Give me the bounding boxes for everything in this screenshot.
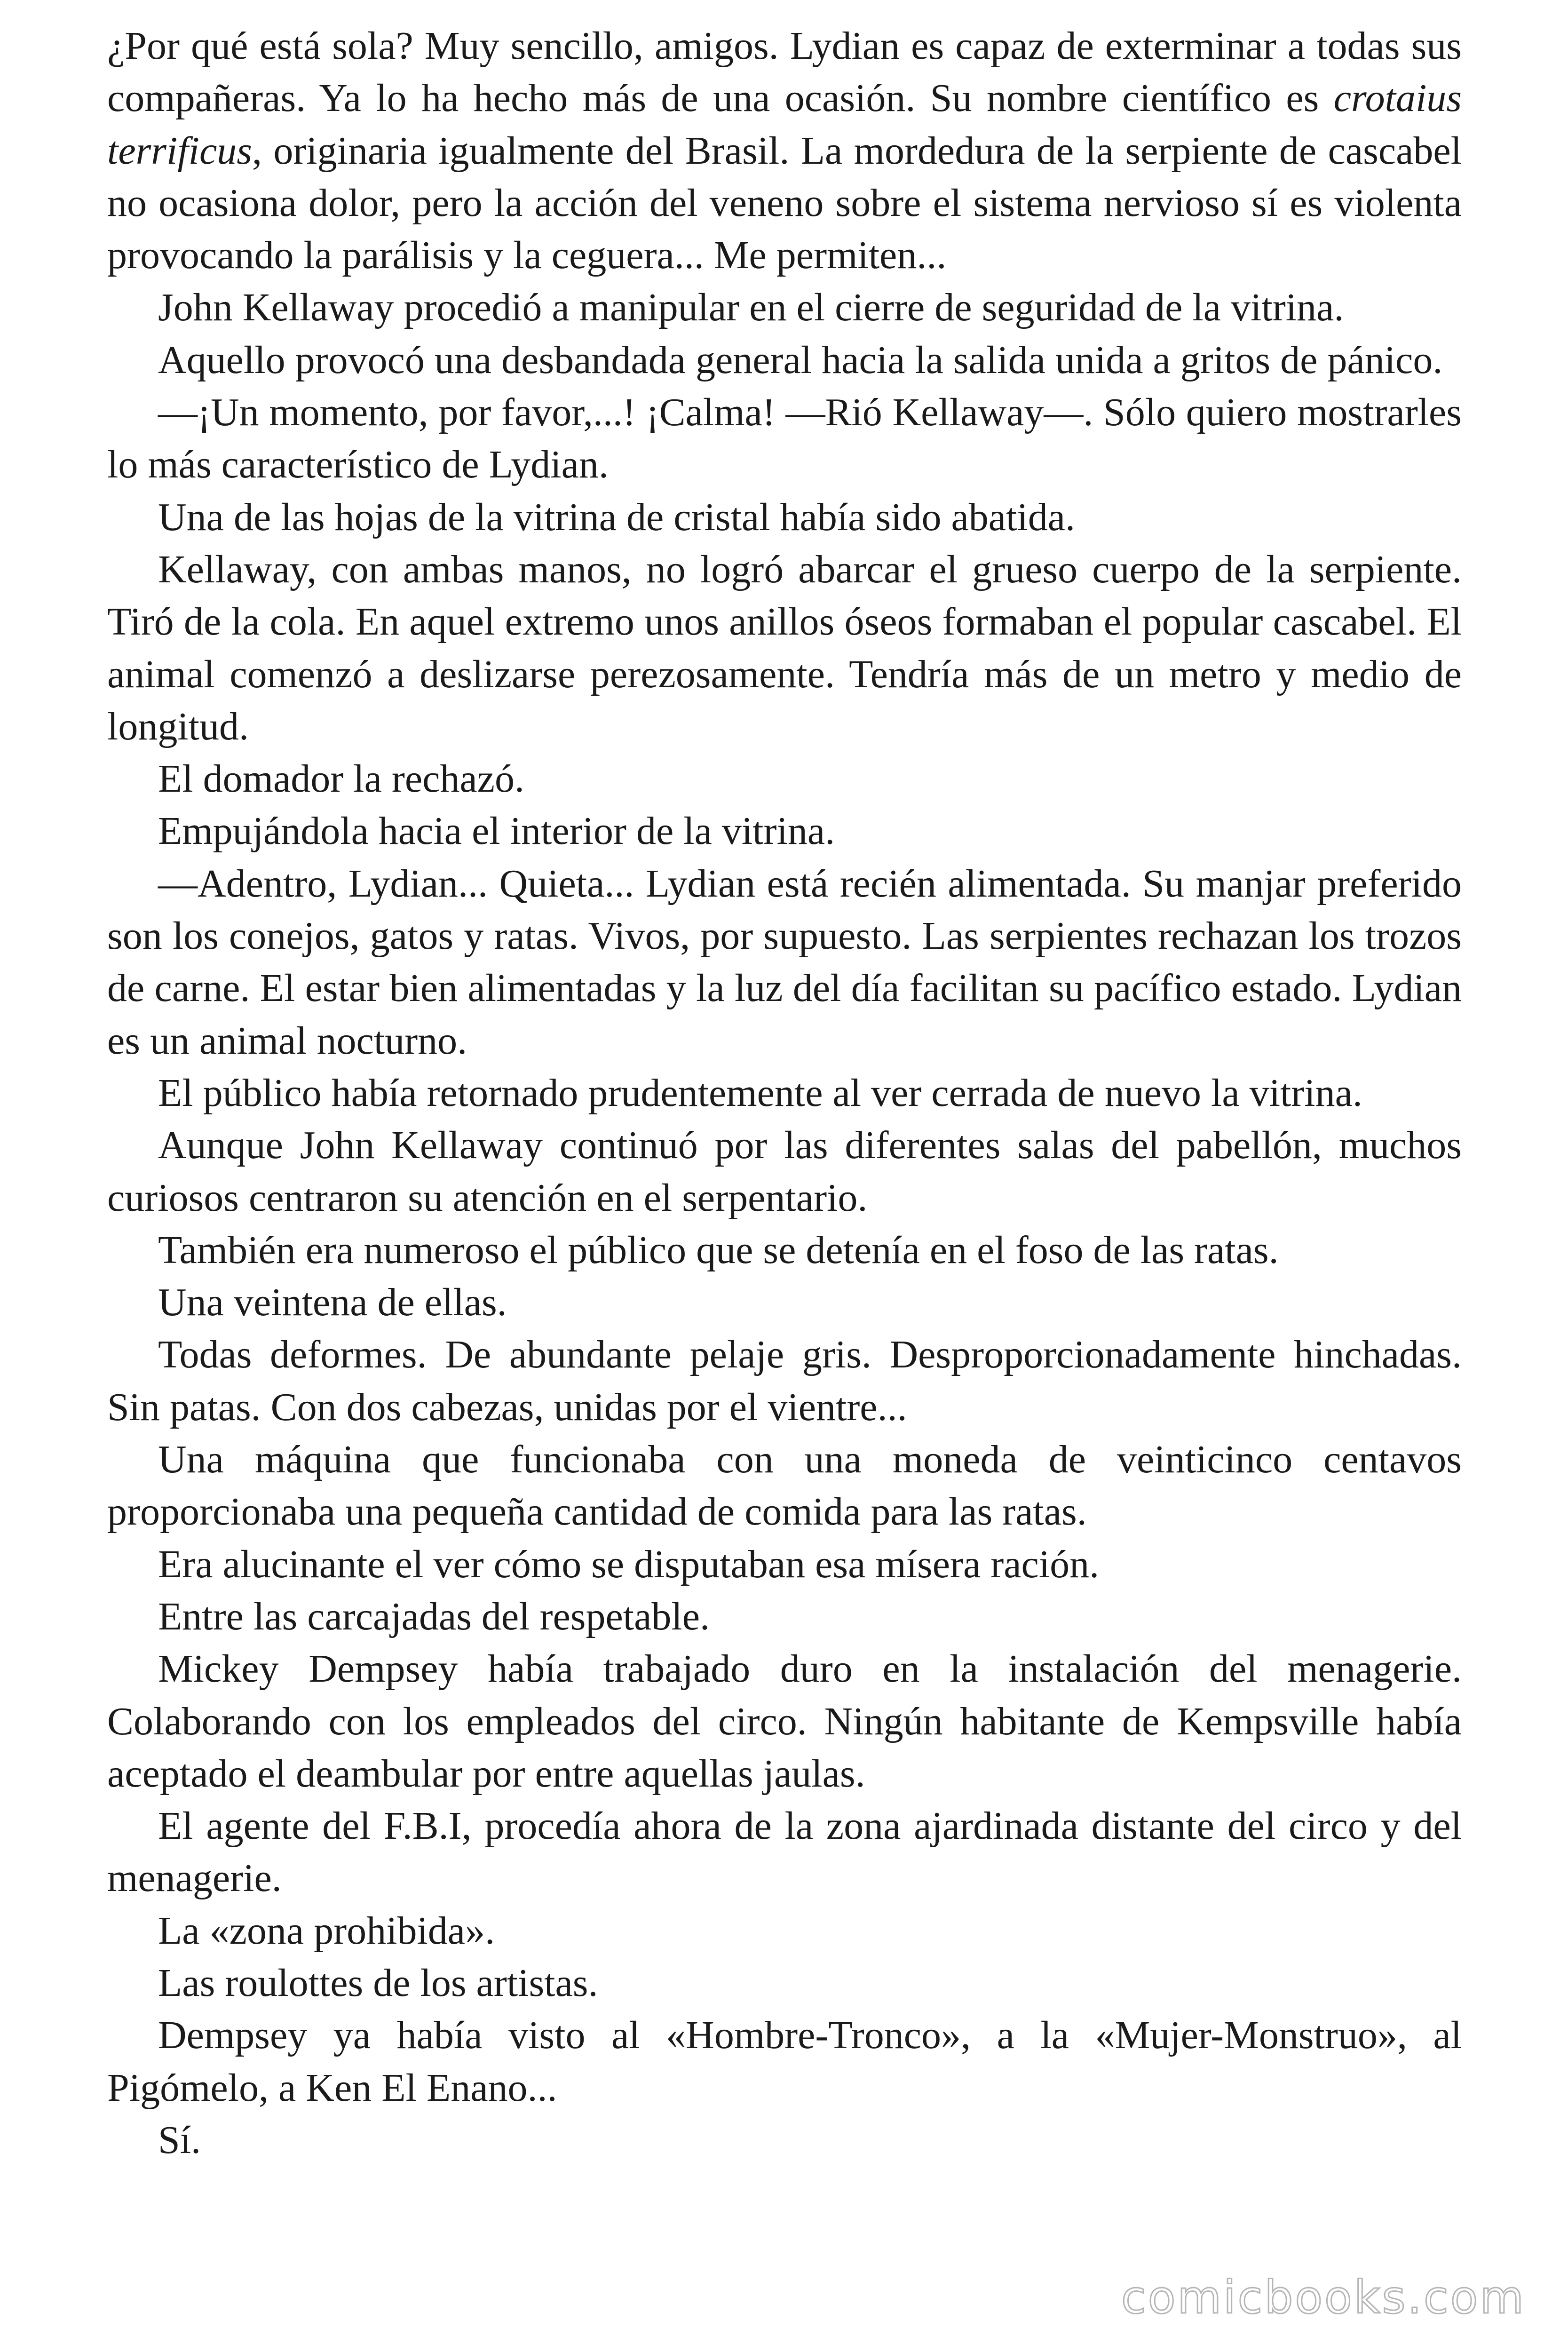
paragraph (107, 491, 1462, 543)
text-segment: El domador la rechazó. (158, 757, 524, 801)
document-page (107, 20, 1462, 2166)
paragraph (107, 1905, 1462, 1957)
text-segment: Kellaway, con ambas manos, no logró abarcar el grueso cuerpo de la serpiente. Tiró de la cola. En aquel extremo unos anillos óseos formaban el popular cascabel. El animal comenzó a deslizarse perezosamente. Tendría más de un metro y medio de longitud. (107, 547, 1462, 748)
watermark: comicbooks.com (1121, 2271, 1526, 2324)
paragraph (107, 1643, 1462, 1800)
paragraph (107, 1224, 1462, 1276)
paragraph (107, 2009, 1462, 2114)
paragraph (107, 753, 1462, 805)
text-segment: —¡Un momento, por favor,...! ¡Calma! —Rió Kellaway—. Sólo quiero mostrarles lo más característico de Lydian. (107, 390, 1462, 487)
text-segment: Aquello provocó una desbandada general hacia la salida unida a gritos de pánico. (158, 338, 1443, 382)
paragraph (107, 2114, 1462, 2166)
text-segment: Sí. (158, 2118, 201, 2162)
text-segment: , originaria igualmente del Brasil. La mordedura de la serpiente de cascabel no ocasiona dolor, pero la acción del veneno sobre el sistema nervioso sí es violenta provocando la parálisis y la ceguera... Me permiten... (107, 128, 1462, 278)
paragraph (107, 543, 1462, 753)
text-segment: Era alucinante el ver cómo se disputaban esa mísera ración. (158, 1542, 1100, 1586)
italic-text: crotaius terrificus (107, 76, 1462, 173)
text-segment: Todas deformes. De abundante pelaje gris. Desproporcionadamente hinchadas. Sin patas. Con dos cabezas, unidas por el vientre... (107, 1333, 1462, 1429)
paragraph (107, 1538, 1462, 1590)
text-segment: John Kellaway procedió a manipular en el cierre de seguridad de la vitrina. (158, 286, 1344, 330)
paragraph (107, 1276, 1462, 1328)
text-segment: Mickey Dempsey había trabajado duro en la instalación del menagerie. Colaborando con los empleados del circo. Ningún habitante de Kempsville había aceptado el deambular por entre aquellas jaulas. (107, 1647, 1462, 1796)
text-segment: Las roulottes de los artistas. (158, 1961, 598, 2005)
text-segment: —Adentro, Lydian... Quieta... Lydian está recién alimentada. Su manjar preferido son los conejos, gatos y ratas. Vivos, por supuesto. Las serpientes rechazan los trozos de carne. El estar bien alimentadas y la luz del día facilitan su pacífico estado. Lydian es un animal nocturno. (107, 861, 1462, 1063)
text-segment: Entre las carcajadas del respetable. (158, 1594, 710, 1638)
paragraph (107, 1067, 1462, 1119)
paragraph (107, 281, 1462, 334)
paragraph (107, 1433, 1462, 1538)
paragraph (107, 386, 1462, 491)
text-segment: Empujándola hacia el interior de la vitrina. (158, 809, 835, 853)
text-segment: La «zona prohibida». (158, 1908, 495, 1953)
paragraph (107, 1800, 1462, 1905)
text-segment: El agente del F.B.I, procedía ahora de la zona ajardinada distante del circo y del menagerie. (107, 1804, 1462, 1900)
paragraph (107, 1328, 1462, 1433)
paragraph (107, 858, 1462, 1067)
paragraph (107, 1119, 1462, 1224)
text-segment: Una máquina que funcionaba con una moneda de veinticinco centavos proporcionaba una pequeña cantidad de comida para las ratas. (107, 1438, 1462, 1534)
paragraph (107, 1590, 1462, 1643)
paragraph (107, 805, 1462, 857)
text-segment: El público había retornado prudentemente al ver cerrada de nuevo la vitrina. (158, 1071, 1362, 1115)
paragraph (107, 1957, 1462, 2009)
text-segment: También era numeroso el público que se detenía en el foso de las ratas. (158, 1228, 1279, 1272)
paragraph (107, 20, 1462, 281)
text-segment: Aunque John Kellaway continuó por las diferentes salas del pabellón, muchos curiosos centraron su atención en el serpentario. (107, 1123, 1462, 1220)
text-segment: ¿Por qué está sola? Muy sencillo, amigos. Lydian es capaz de exterminar a todas sus compañeras. Ya lo ha hecho más de una ocasión. Su nombre científico es (107, 24, 1462, 120)
text-segment: Una veintena de ellas. (158, 1280, 507, 1325)
paragraph (107, 334, 1462, 386)
text-segment: Una de las hojas de la vitrina de cristal había sido abatida. (158, 495, 1076, 539)
body-text (107, 20, 1462, 2166)
text-segment: Dempsey ya había visto al «Hombre-Tronco», a la «Mujer-Monstruo», al Pigómelo, a Ken El Enano... (107, 2013, 1462, 2110)
